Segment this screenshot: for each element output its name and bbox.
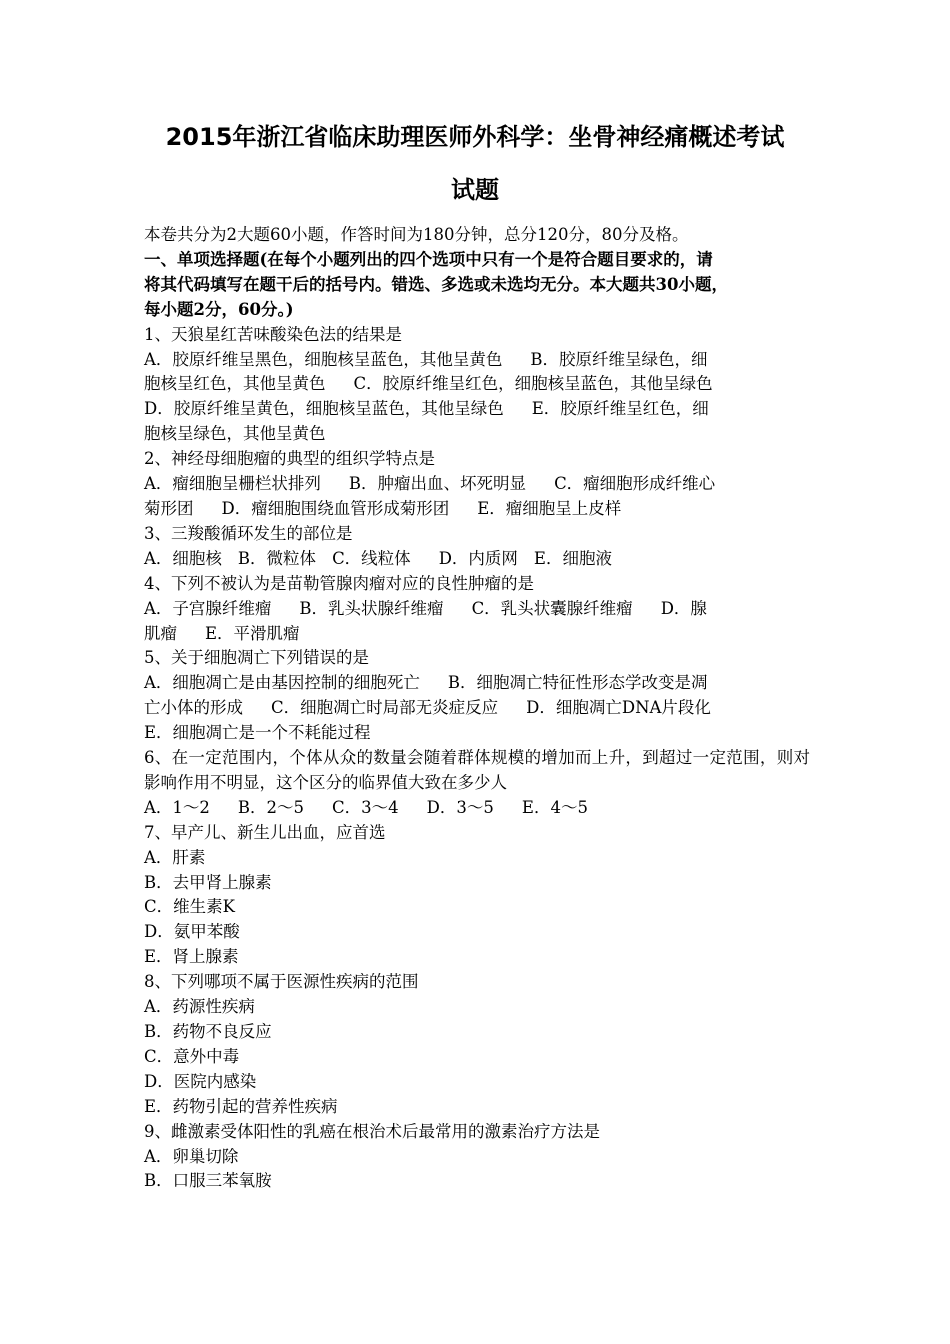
option-text: C．胶原纤维呈红色，细胞核呈蓝色，其他呈绿色	[353, 374, 713, 394]
option-line	[144, 671, 810, 696]
option-text: B．胶原纤维呈绿色，细	[530, 349, 708, 369]
option-text: D．腺	[660, 598, 707, 618]
option-text: D．内质网	[438, 548, 518, 568]
option-line	[144, 547, 810, 572]
option-item: D．氨甲苯酸	[144, 922, 240, 942]
option-line	[144, 348, 810, 373]
option-text: D．3～5	[426, 797, 494, 817]
question-stem: 2、神经母细胞瘤的典型的组织学特点是	[144, 449, 435, 469]
section-heading-line-3: 每小题2分，60分。)	[144, 299, 294, 319]
question-stem: 8、下列哪项不属于医源性疾病的范围	[144, 972, 419, 992]
option-text: B．微粒体	[237, 548, 317, 568]
option-text: 肌瘤	[144, 623, 177, 643]
option-text: 亡小体的形成	[144, 698, 243, 718]
option-text: D．胶原纤维呈黄色，细胞核呈蓝色，其他呈绿色	[144, 399, 504, 419]
option-item: B．去甲肾上腺素	[144, 872, 272, 892]
option-text: A．细胞凋亡是由基因控制的细胞死亡	[144, 673, 420, 693]
option-line	[144, 622, 810, 647]
question-stem: 6、在一定范围内，个体从众的数量会随着群体规模的增加而上升，到超过一定范围，则对影响作用不明显，这个区分的临界值大致在多少人	[144, 748, 810, 792]
option-text: E．细胞液	[533, 548, 612, 568]
question-stem: 4、下列不被认为是苗勒管腺肉瘤对应的良性肿瘤的是	[144, 573, 534, 593]
option-text: 胞核呈红色，其他呈黄色	[144, 374, 326, 394]
option-line	[144, 497, 810, 522]
option-item: D．医院内感染	[144, 1071, 257, 1091]
option-text: E．4～5	[521, 797, 588, 817]
question-stem: 1、天狼星红苦味酸染色法的结果是	[144, 324, 402, 344]
option-text: E．细胞凋亡是一个不耗能过程	[144, 723, 371, 743]
document-title-line-2: 试题	[451, 176, 499, 204]
section-heading-line-1: 一、单项选择题(在每个小题列出的四个选项中只有一个是符合题目要求的，请	[144, 249, 713, 269]
option-text: A．细胞核	[144, 548, 222, 568]
option-text: C．线粒体	[332, 548, 411, 568]
option-line	[144, 372, 810, 397]
option-item: A．药源性疾病	[144, 997, 255, 1017]
section-heading-line-2: 将其代码填写在题干后的括号内。错选、多选或未选均无分。本大题共30小题，	[144, 274, 728, 294]
option-line	[144, 796, 810, 821]
option-text: C．3～4	[332, 797, 399, 817]
option-item: A．卵巢切除	[144, 1146, 239, 1166]
option-line	[144, 397, 810, 422]
document-title-line-1: 2015年浙江省临床助理医师外科学：坐骨神经痛概述考试	[165, 123, 785, 151]
option-text: B．2～5	[237, 797, 305, 817]
option-line	[144, 422, 810, 447]
option-text: B．乳头状腺纤维瘤	[299, 598, 444, 618]
option-item: C．维生素K	[144, 897, 235, 917]
option-text: E．平滑肌瘤	[205, 623, 300, 643]
option-text: 胞核呈绿色，其他呈黄色	[144, 424, 326, 444]
option-text: B．肿瘤出血、坏死明显	[348, 474, 527, 494]
option-text: C．细胞凋亡时局部无炎症反应	[271, 698, 499, 718]
option-text: A．瘤细胞呈栅栏状排列	[144, 474, 321, 494]
question-stem: 3、三羧酸循环发生的部位是	[144, 523, 353, 543]
option-line	[144, 472, 810, 497]
option-text: D．细胞凋亡DNA片段化	[526, 698, 711, 718]
question-stem: 5、关于细胞凋亡下列错误的是	[144, 648, 369, 668]
option-item: A．肝素	[144, 847, 206, 867]
option-line	[144, 696, 810, 721]
option-text: E．胶原纤维呈红色，细	[531, 399, 709, 419]
option-line	[144, 597, 810, 622]
option-text: D．瘤细胞围绕血管形成菊形团	[221, 498, 450, 518]
question-stem: 9、雌激素受体阳性的乳癌在根治术后最常用的激素治疗方法是	[144, 1121, 600, 1141]
option-item: C．意外中毒	[144, 1046, 240, 1066]
option-text: B．细胞凋亡特征性形态学改变是凋	[447, 673, 708, 693]
option-line	[144, 721, 810, 746]
option-item: E．肾上腺素	[144, 947, 239, 967]
option-text: C．乳头状囊腺纤维瘤	[471, 598, 633, 618]
option-text: A．1～2	[144, 797, 210, 817]
option-text: E．瘤细胞呈上皮样	[477, 498, 622, 518]
option-item: B．药物不良反应	[144, 1022, 272, 1041]
option-text: A．胶原纤维呈黑色，细胞核呈蓝色，其他呈黄色	[144, 349, 503, 369]
exam-intro: 本卷共分为2大题60小题，作答时间为180分钟，总分120分，80分及格。	[144, 225, 689, 244]
option-text: A．子宫腺纤维瘤	[144, 598, 272, 618]
document-body	[144, 223, 810, 1194]
option-item: E．药物引起的营养性疾病	[144, 1096, 338, 1116]
option-text: C．瘤细胞形成纤维心	[554, 474, 716, 494]
option-text: 菊形团	[144, 498, 194, 518]
question-stem: 7、早产儿、新生儿出血，应首选	[144, 822, 386, 842]
option-item: B．口服三苯氧胺	[144, 1171, 272, 1191]
